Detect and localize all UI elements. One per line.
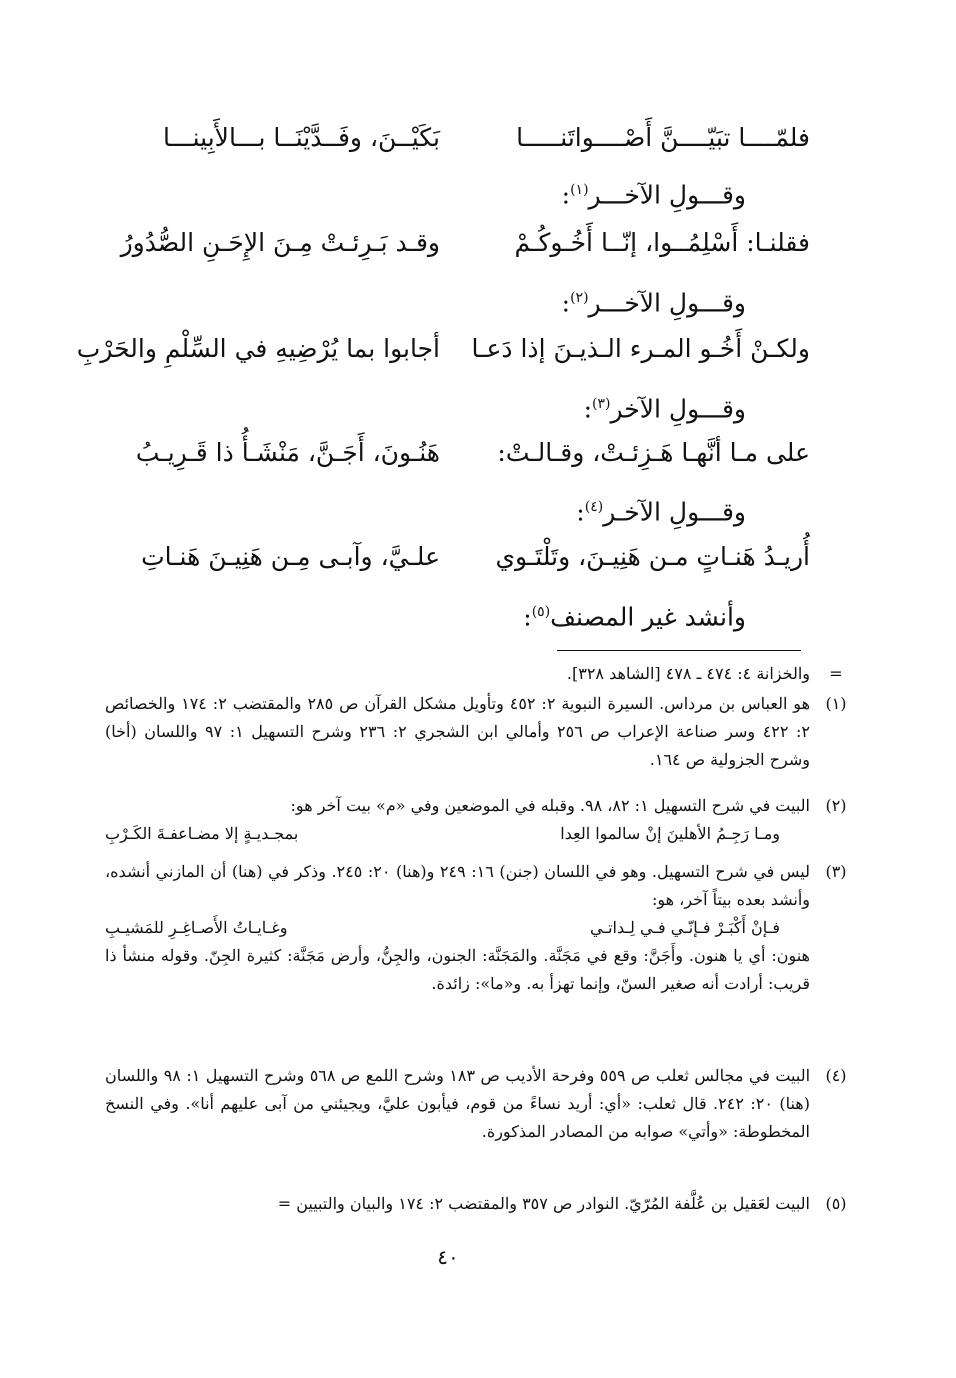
footnote-2-number: (٢) (825, 796, 847, 815)
verse-3-first-hemistich: ولكـنْ أَخُـو المـرء الـذيـنَ إذا دَعـا (471, 334, 810, 363)
intro-4-text: وقـــولِ الآخر (610, 394, 746, 424)
verse-2-first-hemistich: فقلنـا: أَسْلِمُــوا، إنّــا أَخُـوكُـمْ (514, 228, 810, 257)
intro-6-footnote-ref: (٥) (531, 604, 551, 620)
footnote-2-verse (105, 820, 810, 848)
footnote-5 (105, 1190, 847, 1218)
intro-3-footnote-ref: (٢) (570, 290, 589, 306)
intro-3-text: وقـــولِ الآخـــر (588, 288, 746, 318)
footnote-continuation (105, 660, 843, 688)
footnote-3-text: ليس في شرح التسهيل. وهو في اللسان (جنن) ١٦: ٢٤٩ و(هنا) ٢٠: ٢٤٥. وذكر في (هنا) أن المازني أنشده، وأنشد بعده بيتاً آخر، هو: (105, 862, 810, 909)
intro-4-colon: : (583, 394, 593, 424)
footnote-2-text: البيت في شرح التسهيل ١: ٨٢، ٩٨. وقبله في الموضعين وفي «م» بيت آخر هو: (290, 796, 810, 815)
verse-intro-2 (562, 170, 746, 215)
intro-5-footnote-ref: (٤) (584, 499, 604, 515)
verse-intro-3 (562, 278, 746, 323)
verse-intro-5 (576, 487, 746, 532)
footnote-4-number: (٤) (825, 1066, 847, 1085)
intro-6-text: وأنشد غير المصنف (550, 602, 746, 632)
verse-line-5 (100, 535, 810, 579)
footnote-divider (557, 650, 801, 651)
verse-5-first-hemistich: أُريـدُ هَنـاتٍ مـن هَنِيـنَ، وتَلْتَـوي (495, 542, 810, 571)
continuation-marker: = (829, 664, 843, 683)
footnote-1 (105, 690, 847, 774)
footnote-3-verse-second-hemistich: وغـايـاتُ الأَصـاغِـرِ للمَشيـبِ (105, 918, 288, 937)
intro-4-footnote-ref: (٣) (592, 396, 611, 412)
footnote-4-text: البيت في مجالس ثعلب ص ٥٥٩ وفرحة الأديب ص ١٨٣ وشرح اللمع ص ٥٦٨ وشرح التسهيل ١: ٩٨ واللسان (هنا) ٢٠: ٢٤٢. قال ثعلب: «أي: أريد نساءً من قوم، فيأبون عليَّ، ويجيئني من آبى عليهم أنا». وفي النسخ المخطوطة: «وأتي» صوابه من المصادر المذكورة. (105, 1066, 811, 1141)
footnote-1-text: هو العباس بن مرداس. السيرة النبوية ٢: ٤٥٢ وتأويل مشكل القرآن ص ٢٨٥ والمقتضب ٢: ١٧٤ والخصائص ٢: ٤٢٢ وسر صناعة الإعراب ص ٢٥٦ وأمالي ابن الشجري ٢: ٢٣٦ وشرح التسهيل ١: ٩٧ واللسان (أخا) وشرح الجزولية ص ١٦٤. (105, 694, 811, 769)
page-number: ٤٠ (437, 1245, 459, 1269)
footnote-continuation-text: والخزانة ٤: ٤٧٤ ـ ٤٧٨ [الشاهد ٣٢٨]. (566, 664, 810, 683)
footnote-3-verse-first-hemistich: فـإنْ أَكْبَـرْ فـإنّـي فـي لِـداتـي (590, 918, 780, 937)
verse-3-second-hemistich: أجابوا بما يُرْضِيهِ في السِّلْمِ والحَرْبِ (76, 334, 440, 363)
footnote-1-number: (١) (825, 694, 847, 713)
verse-line-2 (100, 221, 810, 265)
verse-line-1 (100, 116, 810, 160)
intro-2-colon: : (561, 180, 571, 210)
intro-2-footnote-ref: (١) (570, 182, 589, 198)
footnote-2 (105, 792, 847, 848)
footnote-3-number: (٣) (825, 862, 847, 881)
verse-line-4 (100, 431, 810, 475)
verse-5-second-hemistich: علـيَّ، وآبـى مِـن هَنِيـنَ هَنـاتِ (141, 542, 440, 571)
footnote-3-gloss: هنون: أي يا هنون. وأَجَنَّ: وقع في مَجَنَّة. والمَجَنَّة: الجنون، والجِنُّ، وأرض مَجَنَّة: كثيرة الجِنّ. وقوله منشأ ذا قريب: أرادت أنه صغير السنّ، وإنما تهزأ به. و«ما»: زائدة. (105, 946, 810, 993)
footnote-3-verse (105, 914, 810, 942)
footnote-2-verse-second-hemistich: بمجـديـةٍ إلا مضـاعفـةَ الكَـرْبِ (105, 824, 299, 843)
verse-line-3 (76, 327, 810, 371)
footnote-5-text: البيت لعَقيل بن عُلَّفة المُرّيّ. النوادر ص ٣٥٧ والمقتضب ٢: ١٧٤ والبيان والتبيين = (277, 1194, 810, 1213)
verse-intro-4 (584, 384, 746, 429)
intro-2-text: وقـــولِ الآخـــر (588, 180, 746, 210)
verse-4-second-hemistich: هَنُـونَ، أَجَـنَّ، مَنْشَـأُ ذا قَـرِيـبُ (135, 438, 440, 467)
verse-4-first-hemistich: على مـا أنَّهـا هَـزِئـتْ، وقـالـتْ: (497, 438, 810, 467)
footnote-2-verse-first-hemistich: ومـا رَجِـمُ الأهلينَ إنْ سالموا العِدا (560, 824, 780, 843)
verse-2-second-hemistich: وقـد بَـرِئـتْ مِـنَ الإِحَـنِ الصُّدُورُ (120, 228, 440, 257)
intro-3-colon: : (561, 288, 571, 318)
footnote-5-number: (٥) (825, 1194, 847, 1213)
intro-6-colon: : (523, 602, 532, 632)
footnote-3 (105, 858, 847, 998)
verse-1-first-hemistich: فلمّــــا تبَيّــــنَّ أَصْــــواتَنـــــا (516, 123, 810, 152)
intro-5-text: وقـــولِ الآخـر (603, 497, 746, 527)
verse-1-second-hemistich: بَكَيْــنَ، وفَــدَّيْنَــا بـــالأَبِينـــا (163, 123, 440, 152)
footnote-4 (105, 1062, 847, 1146)
verse-intro-6 (523, 592, 746, 637)
intro-5-colon: : (576, 497, 585, 527)
